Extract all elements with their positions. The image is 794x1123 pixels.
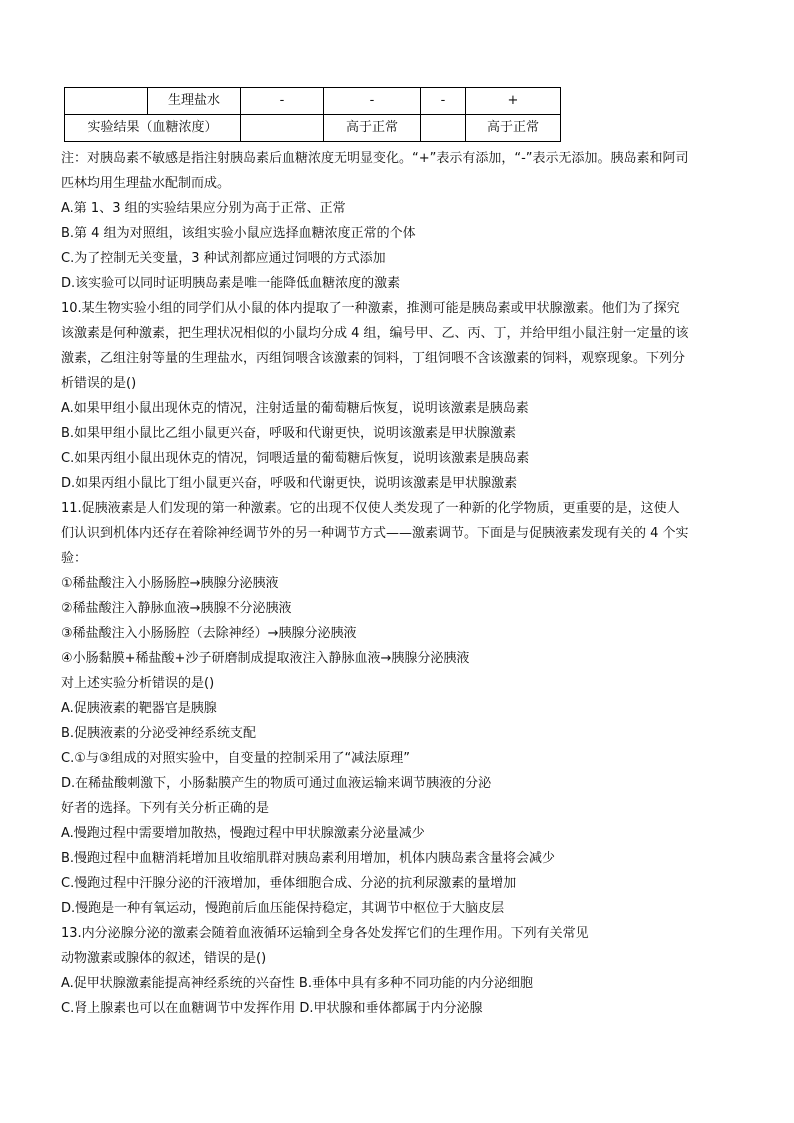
option-line: D.慢跑是一种有氧运动，慢跑前后血压能保持稳定，其调节中枢位于大脑皮层 — [61, 901, 505, 916]
experiment-line: ①稀盐酸注入小肠肠腔→胰腺分泌胰液 — [61, 576, 279, 591]
note-line: 注：对胰岛素不敏感是指注射胰岛素后血糖浓度无明显变化。“+”表示有添加，“-”表示无添加。胰岛素和阿司 — [61, 151, 689, 166]
question-line: 验： — [61, 551, 88, 566]
option-line: A.慢跑过程中需要增加散热，慢跑过程中甲状腺激素分泌量减少 — [61, 826, 425, 841]
table-cell: - — [241, 88, 324, 115]
question-line: 动物激素或腺体的叙述，错误的是() — [61, 951, 267, 966]
experiment-line: ②稀盐酸注入静脉血液→胰腺不分泌胰液 — [61, 601, 292, 616]
option-line: B.第 4 组为对照组，该组实验小鼠应选择血糖浓度正常的个体 — [61, 226, 416, 241]
experiment-line: ③稀盐酸注入小肠肠腔（去除神经）→胰腺分泌胰液 — [61, 626, 357, 641]
option-line: D.在稀盐酸刺激下，小肠黏膜产生的物质可通过血液运输来调节胰液的分泌 — [61, 776, 492, 791]
option-line: A.促胰液素的靶器官是胰腺 — [61, 701, 217, 716]
table-cell — [241, 115, 324, 142]
table-cell: 实验结果（血糖浓度） — [65, 115, 241, 142]
question-line: 们认识到机体内还存在着除神经调节外的另一种调节方式——激素调节。下面是与促胰液素发现有关的 4 个实 — [61, 526, 689, 541]
option-line: C.慢跑过程中汗腺分泌的汗液增加，垂体细胞合成、分泌的抗利尿激素的量增加 — [61, 876, 517, 891]
option-line: C.如果丙组小鼠出现休克的情况，饲喂适量的葡萄糖后恢复，说明该激素是胰岛素 — [61, 451, 530, 466]
table-row — [65, 88, 561, 115]
option-line: A.如果甲组小鼠出现休克的情况，注射适量的葡萄糖后恢复，说明该激素是胰岛素 — [61, 401, 529, 416]
option-line: C.为了控制无关变量，3 种试剂都应通过饲喂的方式添加 — [61, 251, 386, 266]
table-cell: - — [324, 88, 421, 115]
table-cell: - — [421, 88, 466, 115]
note-line: 匹林均用生理盐水配制而成。 — [61, 176, 231, 191]
table-cell — [65, 88, 148, 115]
question-line: 10.某生物实验小组的同学们从小鼠的体内提取了一种激素，推测可能是胰岛素或甲状腺激素。他们为了探究 — [61, 301, 680, 316]
experiment-line: ④小肠黏膜+稀盐酸+沙子研磨制成提取液注入静脉血液→胰腺分泌胰液 — [61, 651, 470, 666]
option-line: A.第 1、3 组的实验结果应分别为高于正常、正常 — [61, 201, 346, 216]
question-line: 该激素是何种激素，把生理状况相似的小鼠均分成 4 组，编号甲、乙、丙、丁，并给甲组小鼠注射一定量的该 — [61, 326, 689, 341]
option-line: A.促甲状腺激素能提高神经系统的兴奋性 B.垂体中具有多种不同功能的内分泌细胞 — [61, 976, 533, 991]
option-line: B.如果甲组小鼠比乙组小鼠更兴奋，呼吸和代谢更快，说明该激素是甲状腺激素 — [61, 426, 517, 441]
table-cell: 生理盐水 — [148, 88, 241, 115]
option-line: D.如果丙组小鼠比丁组小鼠更兴奋，呼吸和代谢更快，说明该激素是甲状腺激素 — [61, 476, 518, 491]
question-line: 析错误的是() — [61, 376, 137, 391]
option-line: C.肾上腺素也可以在血糖调节中发挥作用 D.甲状腺和垂体都属于内分泌腺 — [61, 1001, 483, 1016]
option-line: B.慢跑过程中血糖消耗增加且收缩肌群对胰岛素利用增加，机体内胰岛素含量将会减少 — [61, 851, 556, 866]
table-row — [65, 115, 561, 142]
table-cell: 高于正常 — [324, 115, 421, 142]
question-line: 对上述实验分析错误的是() — [61, 676, 215, 691]
table-cell: + — [466, 88, 561, 115]
question-line: 13.内分泌腺分泌的激素会随着血液循环运输到全身各处发挥它们的生理作用。下列有关常见 — [61, 926, 589, 941]
question-line: 11.促胰液素是人们发现的第一种激素。它的出现不仅使人类发现了一种新的化学物质，更重要的是，这使人 — [61, 501, 680, 516]
option-line: D.该实验可以同时证明胰岛素是唯一能降低血糖浓度的激素 — [61, 276, 401, 291]
table-cell — [421, 115, 466, 142]
question-text — [61, 146, 741, 1021]
experiment-table — [64, 87, 561, 142]
table-cell: 高于正常 — [466, 115, 561, 142]
option-line: C.①与③组成的对照实验中，自变量的控制采用了“减法原理” — [61, 751, 410, 766]
question-line: 激素，乙组注射等量的生理盐水，丙组饲喂含该激素的饲料，丁组饲喂不含该激素的饲料，观察现象。下列分 — [61, 351, 686, 366]
question-line: 好者的选择。下列有关分析正确的是 — [61, 801, 270, 816]
option-line: B.促胰液素的分泌受神经系统支配 — [61, 726, 257, 741]
